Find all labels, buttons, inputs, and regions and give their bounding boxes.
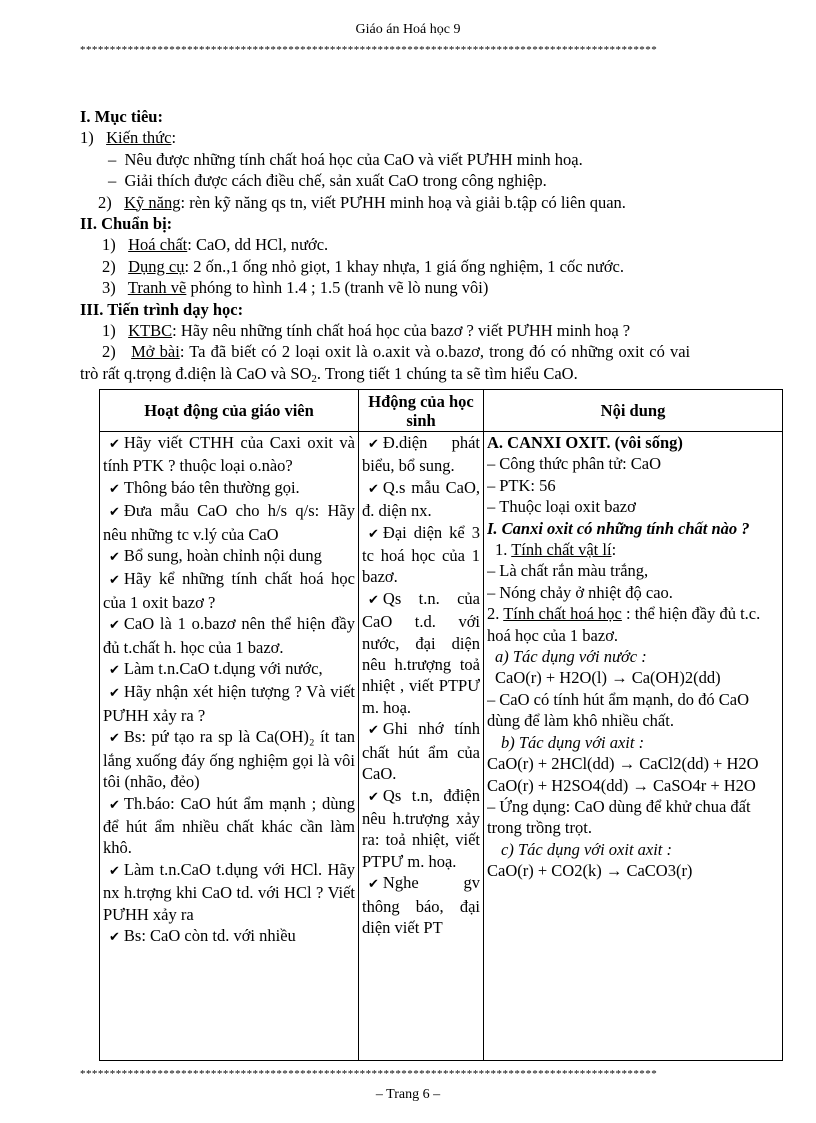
page-number: – Trang 6 – [375,1087,441,1102]
section-preparation-title: II. Chuẩn bị: [80,214,173,234]
check-icon: ✔ [109,731,120,747]
procedure-check: 1) KTBC: Hãy nêu những tính chất hoá học của bazơ ? viết PƯHH minh hoạ ? [102,321,631,341]
teacher-activity: ✔ Bổ sung, hoàn chỉnh nội dung [103,545,355,568]
check-icon: ✔ [109,550,120,566]
teacher-activity: ✔ Thông báo tên thường gọi. [103,477,355,500]
check-icon: ✔ [368,481,379,497]
check-icon: ✔ [109,686,120,702]
content-formula: – Công thức phân tử: CaO [487,454,662,474]
check-icon: ✔ [368,526,379,542]
equation-h2so4: CaO(r) + H2SO4(dd) → CaSO4r + H2O [487,775,756,795]
check-icon: ✔ [368,723,379,739]
teacher-activity: ✔ Làm t.n.CaO t.dụng với nước, [103,658,355,681]
footer-divider: ************************************************************************************************* [80,1068,658,1080]
teacher-activity: ✔ Hãy kể những tính chất hoá học của 1 oxit bazơ ? [103,569,355,612]
note-moisture: – CaO có tính hút ẩm mạnh, do đó CaO dùng để làm khô nhiều chất. [487,689,750,731]
table-header-row [100,390,783,432]
check-icon: ✔ [368,437,379,452]
reaction-water-title: a) Tác dụng với nước : [495,647,647,667]
content-section-a-title: A. CANXI OXIT. (vôi sống) [487,433,683,452]
content-cell [484,432,783,1061]
header-content: Nội dung [484,390,783,432]
check-icon: ✔ [109,797,120,813]
lesson-activities-table [99,389,783,1061]
teacher-activities-cell [100,432,359,1061]
header-teacher: Hoạt động của giáo viên [100,390,359,432]
student-activity: ✔ Qs t.n, đđiện nêu h.trượng xảy ra: toả nhiệt, viết PTPƯ m. hoạ. [362,785,480,871]
teacher-activity: ✔ Bs: pứ tạo ra sp là Ca(OH)₂ ít tan lắng xuống đáy ống nghiệm gọi là vôi tôi (nhão, đẻo) [103,727,355,792]
procedure-intro: 2) Mở bài: Ta đã biết có 2 loại oxit là o.axit và o.bazơ, trong đó có những oxit có vai [102,342,691,362]
check-icon: ✔ [109,663,120,679]
teacher-activity: ✔ Làm t.n.CaO t.dụng với HCl. Hãy nx h.trợng khi CaO td. với HCl ? Viết PƯHH xảy ra [103,859,355,924]
teacher-activity: ✔ Đưa mẫu CaO cho h/s q/s: Hãy nêu những tc v.lý của CaO [103,501,355,544]
equation-co2: CaO(r) + CO2(k) → CaCO3(r) [487,861,693,881]
note-application: – Ứng dụng: CaO dùng để khử chua đất trong trồng trọt. [487,796,751,838]
header-student: Hđộng của học sinh [359,390,484,432]
section-procedure-title: III. Tiến trình dạy học: [80,299,244,319]
check-icon: ✔ [368,789,379,805]
physical-property: – Là chất rắn màu trắng, [487,561,649,581]
reaction-acid-title: b) Tác dụng với axit : [501,732,645,752]
prep-tools: 2) Dụng cụ: 2 ốn.,1 ống nhỏ giọt, 1 khay nhựa, 1 giá ống nghiệm, 1 cốc nước. [102,256,625,276]
student-activity: ✔ Đại diện kể 3 tc hoá học của 1 bazơ. [362,522,480,587]
check-icon: ✔ [109,573,120,589]
prep-chemicals: 1) Hoá chất: CaO, dd HCl, nước. [102,235,329,255]
lesson-intro [80,106,782,390]
knowledge-bullet: – Giải thích được cách điều chế, sản xuất CaO trong công nghiệp. [108,171,547,191]
content-oxide-type: – Thuộc loại oxit bazơ [487,497,636,517]
check-icon: ✔ [109,481,120,497]
student-activity: ✔ Ghi nhớ tính chất hút ẩm của CaO. [362,719,480,784]
teacher-activity: ✔ CaO là 1 o.bazơ nên thể hiện đầy đủ t.chất h. học của 1 bazơ. [103,614,355,657]
check-icon: ✔ [109,618,120,634]
physical-property: – Nóng chảy ở nhiệt độ cao. [487,582,673,602]
student-activity: ✔ Qs t.n. của CaO t.d. với nước, đại diện nêu h.trượng toả nhiệt , viết PTPƯ m. hoạ. [362,588,480,717]
teacher-activity: ✔ Th.báo: CaO hút ẩm mạnh ; dùng để hút ẩm nhiều chất khác cần làm khô. [103,793,355,858]
teacher-activity: ✔ Hãy viết CTHH của Caxi oxit và tính PTK ? thuộc loại o.nào? [103,433,355,476]
reaction-acidic-oxide-title: c) Tác dụng với oxit axit : [501,839,673,859]
check-icon: ✔ [109,505,120,521]
chemical-properties-title: 2. Tính chất hoá học : thể hiện đầy đủ t.c. hoá học của 1 bazơ. [487,604,761,645]
prep-pictures: 3) Tranh vẽ phóng to hình 1.4 ; 1.5 (tranh vẽ lò nung vôi) [102,278,489,298]
teacher-activity: ✔ Hãy nhận xét hiện tượng ? Và viết PƯHH xảy ra ? [103,682,355,725]
procedure-intro-continued: trò rất q.trọng đ.diện là CaO và $SO_2$. Trong tiết 1 chúng ta sẽ tìm hiểu CaO. [80,363,578,385]
teacher-activity: ✔ Bs: CaO còn td. với nhiều [103,925,355,948]
check-icon: ✔ [109,929,120,945]
objective-knowledge: 1) Kiến thức: [80,128,177,148]
student-activity: ✔ Nghe gv thông báo, đại diện viết PT [362,873,480,937]
check-icon: ✔ [368,592,379,608]
content-molar-mass: – PTK: 56 [487,475,556,495]
equation-water: CaO(r) + H2O(l) → Ca(OH)2(dd) [495,668,721,688]
page-header-title: Giáo án Hoá học 9 [355,22,461,37]
content-section-i-title: I. Canxi oxit có những tính chất nào ? [487,518,750,538]
knowledge-bullet: – Nêu được những tính chất hoá học của CaO và viết PƯHH minh hoạ. [108,149,583,169]
student-activities-cell [359,432,484,1061]
student-activity: ✔ Q.s mẫu CaO, đ. diện nx. [362,477,480,521]
physical-properties-title: 1. Tính chất vật lí: [495,540,617,560]
objective-skills: 2) Kỹ năng: rèn kỹ năng qs tn, viết PƯHH minh hoạ và giải b.tập có liên quan. [98,192,626,212]
check-icon: ✔ [109,863,120,879]
section-objectives-title: I. Mục tiêu: [80,107,163,126]
header-divider: ************************************************************************************************* [80,44,658,56]
equation-hcl: CaO(r) + 2HCl(dd) → CaCl2(dd) + H2O [487,754,759,774]
check-icon: ✔ [109,437,120,452]
student-activity: ✔ Đ.diện phát biểu, bổ sung. [362,433,480,476]
check-icon: ✔ [368,877,379,893]
table-row [100,432,783,1061]
